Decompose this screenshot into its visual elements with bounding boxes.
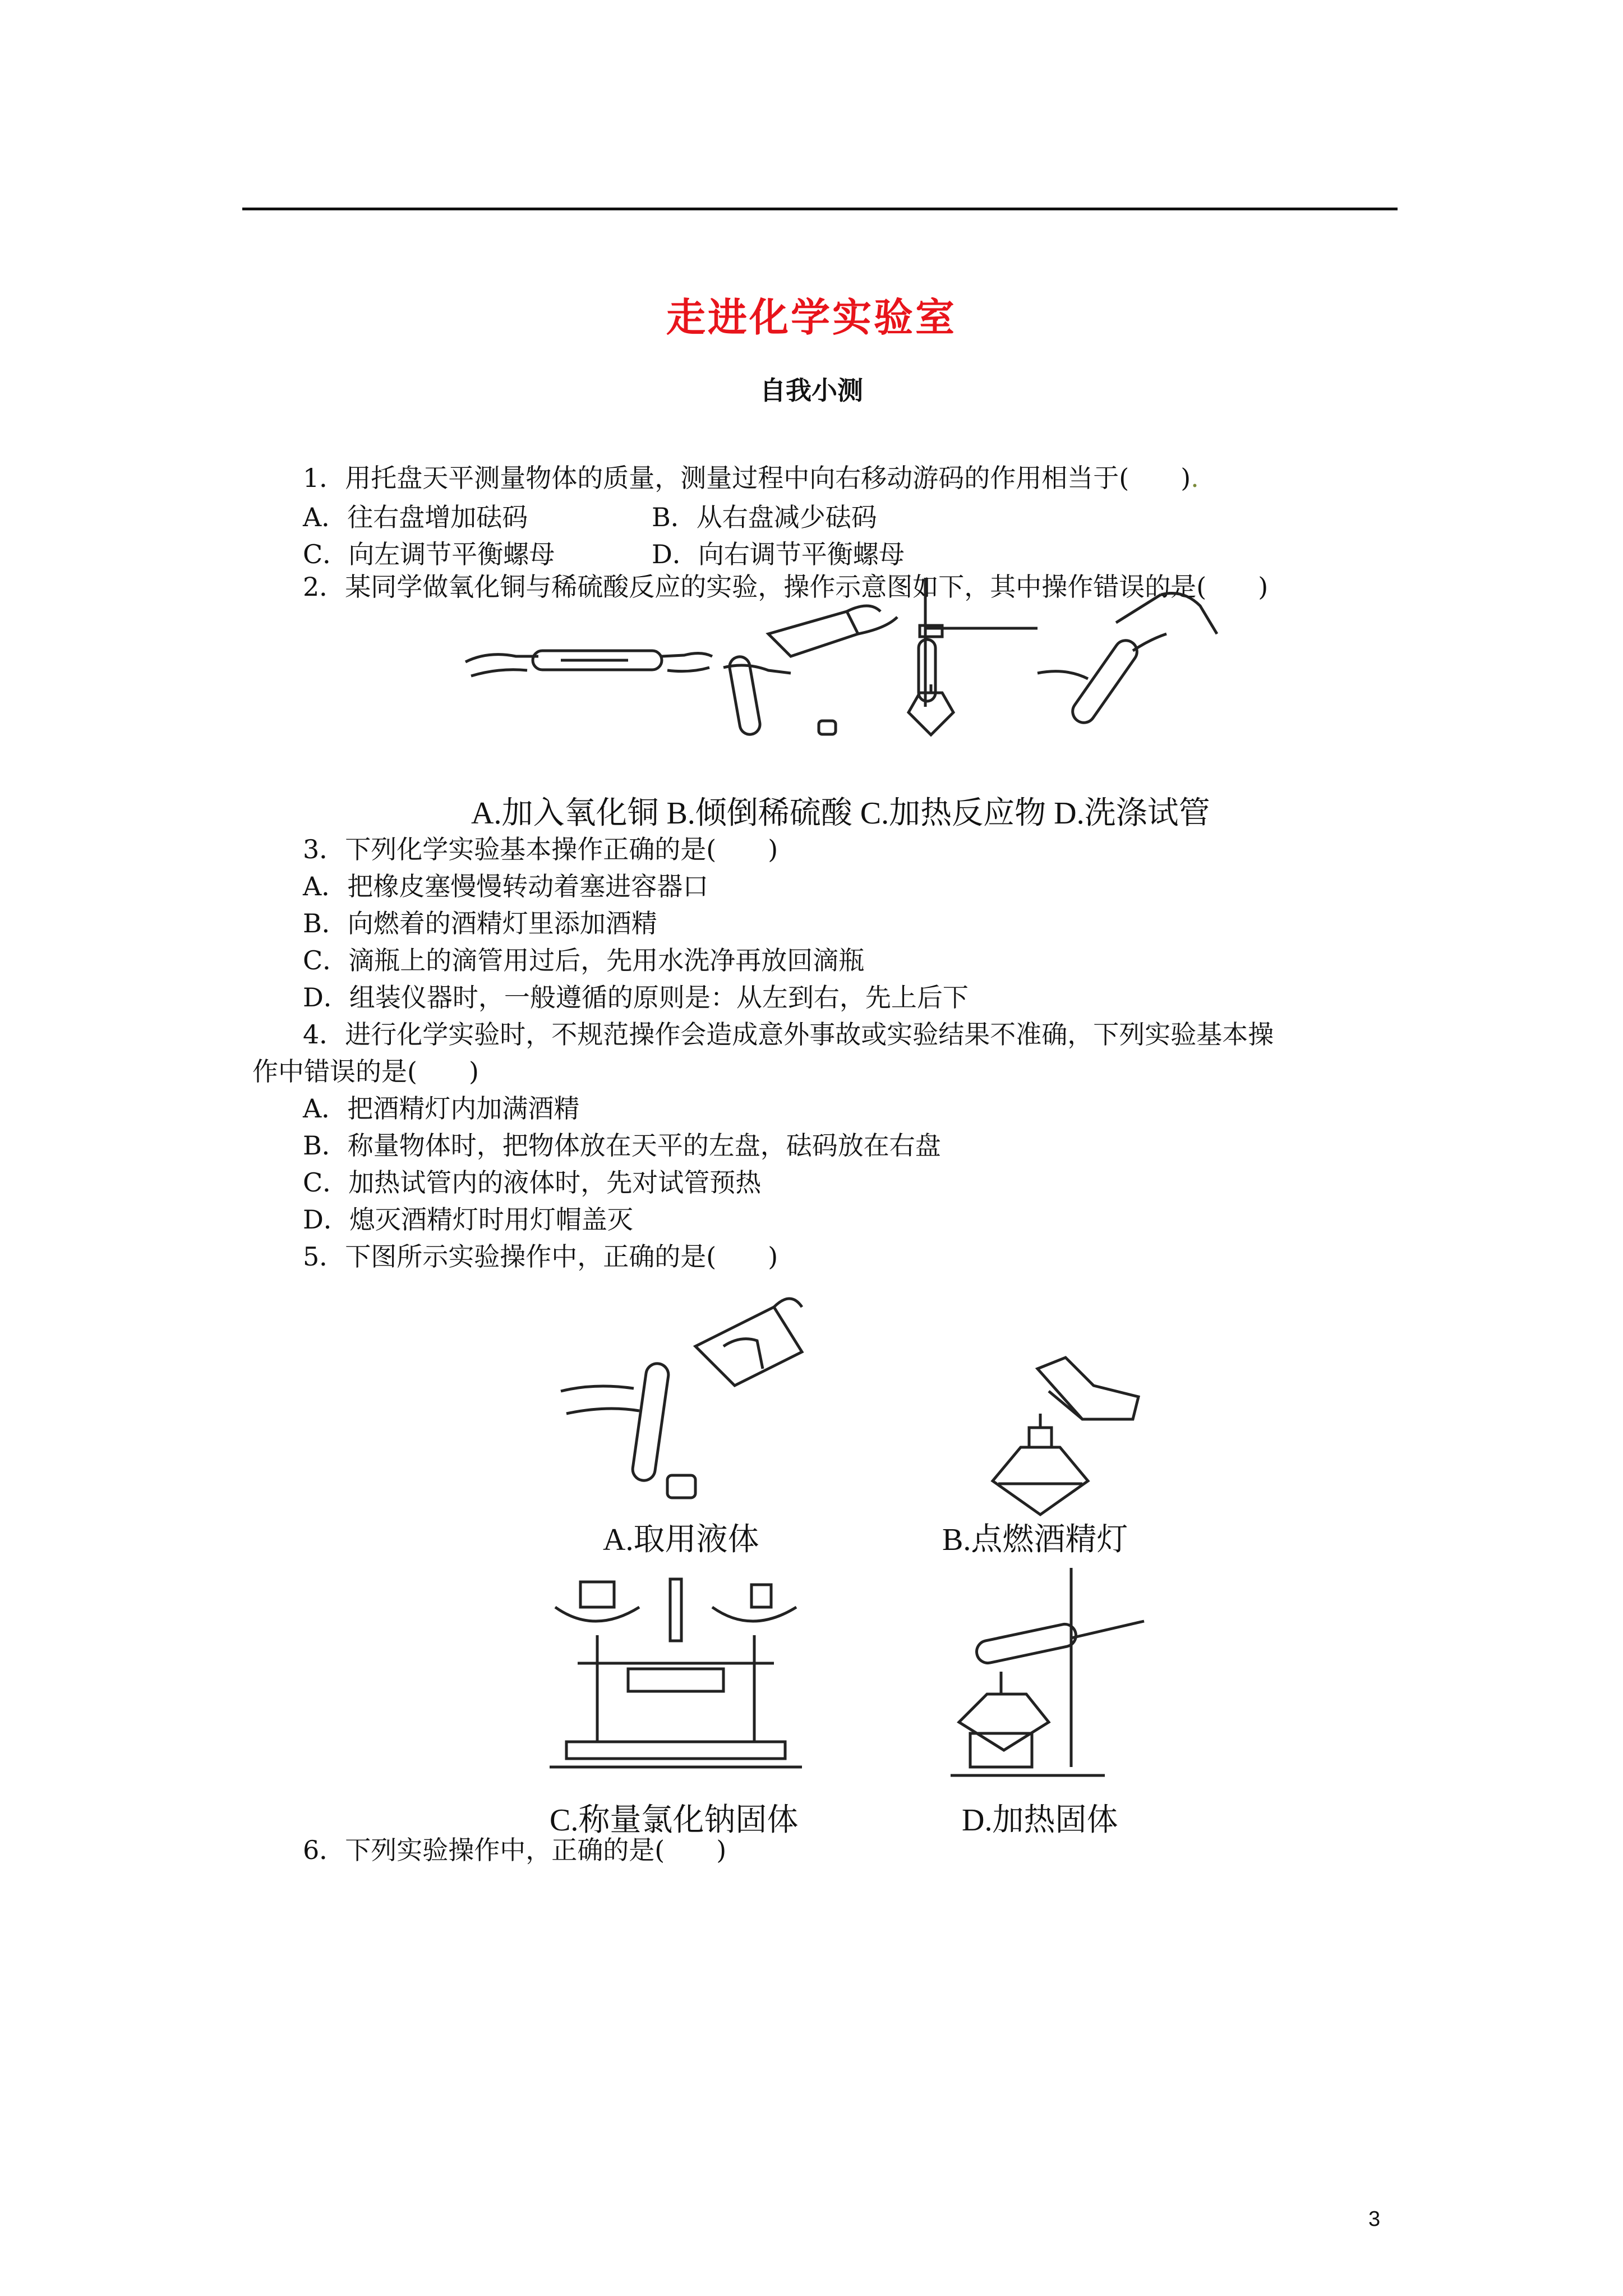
q4-stem-line1: 4．进行化学实验时，不规范操作会造成意外事故或实验结果不准确，下列实验基本操 — [303, 1019, 1274, 1050]
q3-stem: 3．下列化学实验基本操作正确的是( ) — [303, 834, 778, 864]
q5-figure-a — [555, 1285, 808, 1509]
q6-stem: 6．下列实验操作中，正确的是( ) — [303, 1835, 727, 1865]
q1-option-a: A．往右盘增加砝码 — [303, 502, 528, 532]
q3-option-b: B．向燃着的酒精灯里添加酒精 — [303, 908, 657, 938]
q2-operation-figure — [454, 572, 1251, 740]
q5-figure-b — [970, 1335, 1155, 1520]
q1-option-b: B．从右盘减少砝码 — [652, 502, 877, 532]
q4-option-a: A．把酒精灯内加满酒精 — [303, 1093, 580, 1124]
header-rule — [242, 208, 1398, 210]
q5-figure-d — [948, 1565, 1150, 1789]
q5-caption-c: C.称量氯化钠固体 — [550, 1803, 799, 1838]
q5-caption-a: A.取用液体 — [603, 1522, 759, 1557]
q1-option-d: D．向右调节平衡螺母 — [652, 539, 905, 569]
q4-stem-line2: 作中错误的是( ) — [252, 1056, 479, 1087]
q3-option-c: C．滴瓶上的滴管用过后，先用水洗净再放回滴瓶 — [303, 945, 865, 976]
q5-stem: 5．下图所示实验操作中，正确的是( ) — [303, 1241, 778, 1272]
page-number: 3 — [1368, 2207, 1381, 2231]
q2-figure-caption: A.加入氧化铜 B.倾倒稀硫酸 C.加热反应物 D.洗涤试管 — [471, 796, 1210, 831]
q1-option-c: C．向左调节平衡螺母 — [303, 539, 555, 569]
q2-figure-a — [465, 651, 712, 676]
q1-stem: 1．用托盘天平测量物体的质量，测量过程中向右移动游码的作用相当于( ). — [303, 463, 1199, 493]
q2-figure-d — [1038, 593, 1217, 728]
q4-option-b: B．称量物体时，把物体放在天平的左盘，砝码放在右盘 — [303, 1130, 941, 1161]
q5-figure-c — [544, 1573, 808, 1792]
q4-option-c: C．加热试管内的液体时，先对试管预热 — [303, 1167, 762, 1198]
q2-figure-c — [909, 578, 1038, 735]
q5-caption-d: D.加热固体 — [962, 1803, 1118, 1838]
q3-option-d: D．组装仪器时，一般遵循的原则是：从左到右，先上后下 — [303, 982, 969, 1013]
q5-caption-b: B.点燃酒精灯 — [942, 1522, 1128, 1557]
q3-option-a: A．把橡皮塞慢慢转动着塞进容器口 — [303, 871, 709, 901]
section-subtitle: 自我小测 — [760, 375, 863, 406]
q2-stem: 2．某同学做氧化铜与稀硫酸反应的实验，操作示意图如下，其中操作错误的是( ) — [303, 572, 1269, 602]
q4-option-d: D．熄灭酒精灯时用灯帽盖灭 — [303, 1204, 633, 1235]
page-title: 走进化学实验室 — [666, 294, 957, 341]
q2-figure-b — [723, 606, 897, 736]
